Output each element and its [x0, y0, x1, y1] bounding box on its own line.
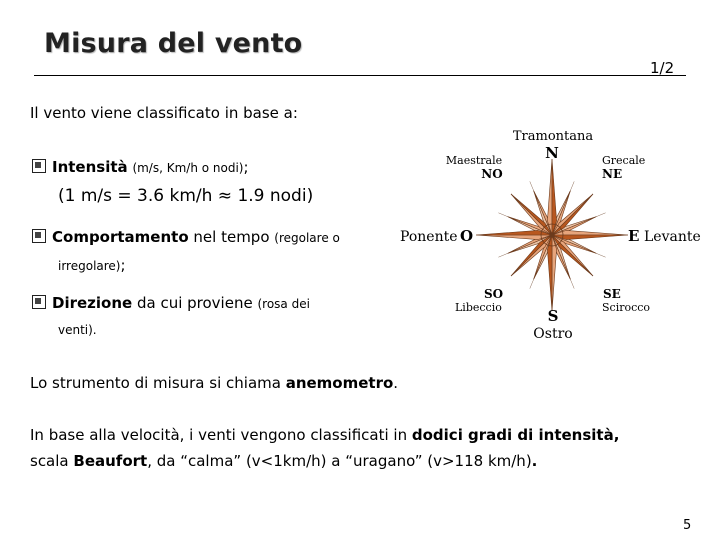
bullet-intensity — [32, 156, 249, 179]
scale-line-2-beaufort: Beaufort — [73, 452, 148, 470]
label-maestrale: Maestrale — [445, 154, 503, 167]
scale-line-2-mid: , da “calma” (v<1km/h) a “uragano” (v>118 km/h) — [147, 452, 532, 470]
instrument-suffix: . — [393, 374, 399, 392]
bullet-intensity-tail: ; — [243, 158, 249, 176]
label-so: SO — [484, 287, 504, 301]
scale-line-2-end: . — [531, 452, 538, 470]
bullet-behaviour-bold: Comportamento — [52, 228, 189, 246]
label-n: N — [545, 144, 559, 162]
compass-rose-figure — [398, 124, 701, 342]
slide-title: Misura del vento — [44, 28, 303, 59]
bullet-intensity-conversion: (1 m/s = 3.6 km/h ≈ 1.9 nodi) — [58, 186, 314, 206]
scale-line-2-prefix: scala — [30, 452, 74, 470]
label-ne: NE — [602, 167, 623, 181]
bullet-direction-bold: Direzione — [52, 294, 133, 312]
page-number: 5 — [683, 518, 692, 533]
bullet-marker-icon — [32, 159, 46, 173]
label-ponente: Ponente — [400, 229, 458, 245]
label-se: SE — [603, 287, 621, 301]
bullet-behaviour — [32, 226, 340, 249]
bullet-behaviour-line2 — [58, 254, 126, 277]
bullet-intensity-bold: Intensità — [52, 158, 128, 176]
label-e: E — [628, 227, 640, 245]
label-grecale: Grecale — [602, 154, 646, 167]
scale-line-1-prefix: In base alla velocità, i venti vengono classificati in — [30, 426, 412, 444]
label-ostro: Ostro — [533, 326, 573, 342]
bullet-direction-mid: da cui proviene — [132, 294, 258, 312]
instrument-name: anemometro — [285, 374, 394, 392]
intro-text: Il vento viene classificato in base a: — [30, 104, 298, 122]
bullet-direction-line2-text: venti). — [58, 323, 97, 337]
bullet-direction-line2 — [58, 318, 97, 341]
label-scirocco: Scirocco — [602, 301, 651, 314]
bullet-marker-icon — [32, 229, 46, 243]
bullet-behaviour-line2-tail: ; — [120, 256, 126, 274]
label-no: NO — [481, 167, 503, 181]
label-libeccio: Libeccio — [455, 301, 502, 314]
scale-line-2 — [30, 450, 537, 472]
label-s: S — [547, 307, 559, 325]
bullet-behaviour-small: (regolare o — [274, 231, 340, 245]
bullet-direction — [32, 292, 310, 315]
scale-line-1 — [30, 424, 619, 446]
label-levante: Levante — [644, 229, 701, 245]
page-fraction: 1/2 — [650, 59, 675, 77]
instrument-prefix: Lo strumento di misura si chiama — [30, 374, 286, 392]
label-tramontana: Tramontana — [512, 129, 594, 144]
label-o: O — [460, 227, 474, 245]
scale-line-1-bold: dodici gradi di intensità, — [411, 426, 620, 444]
bullet-intensity-units: (m/s, Km/h o nodi) — [132, 161, 244, 175]
instrument-sentence — [30, 372, 398, 394]
title-rule — [34, 75, 686, 76]
bullet-direction-small: (rosa dei — [257, 297, 310, 311]
bullet-behaviour-mid: nel tempo — [188, 228, 275, 246]
bullet-marker-icon — [32, 295, 46, 309]
bullet-behaviour-line2-text: irregolare) — [58, 259, 121, 273]
